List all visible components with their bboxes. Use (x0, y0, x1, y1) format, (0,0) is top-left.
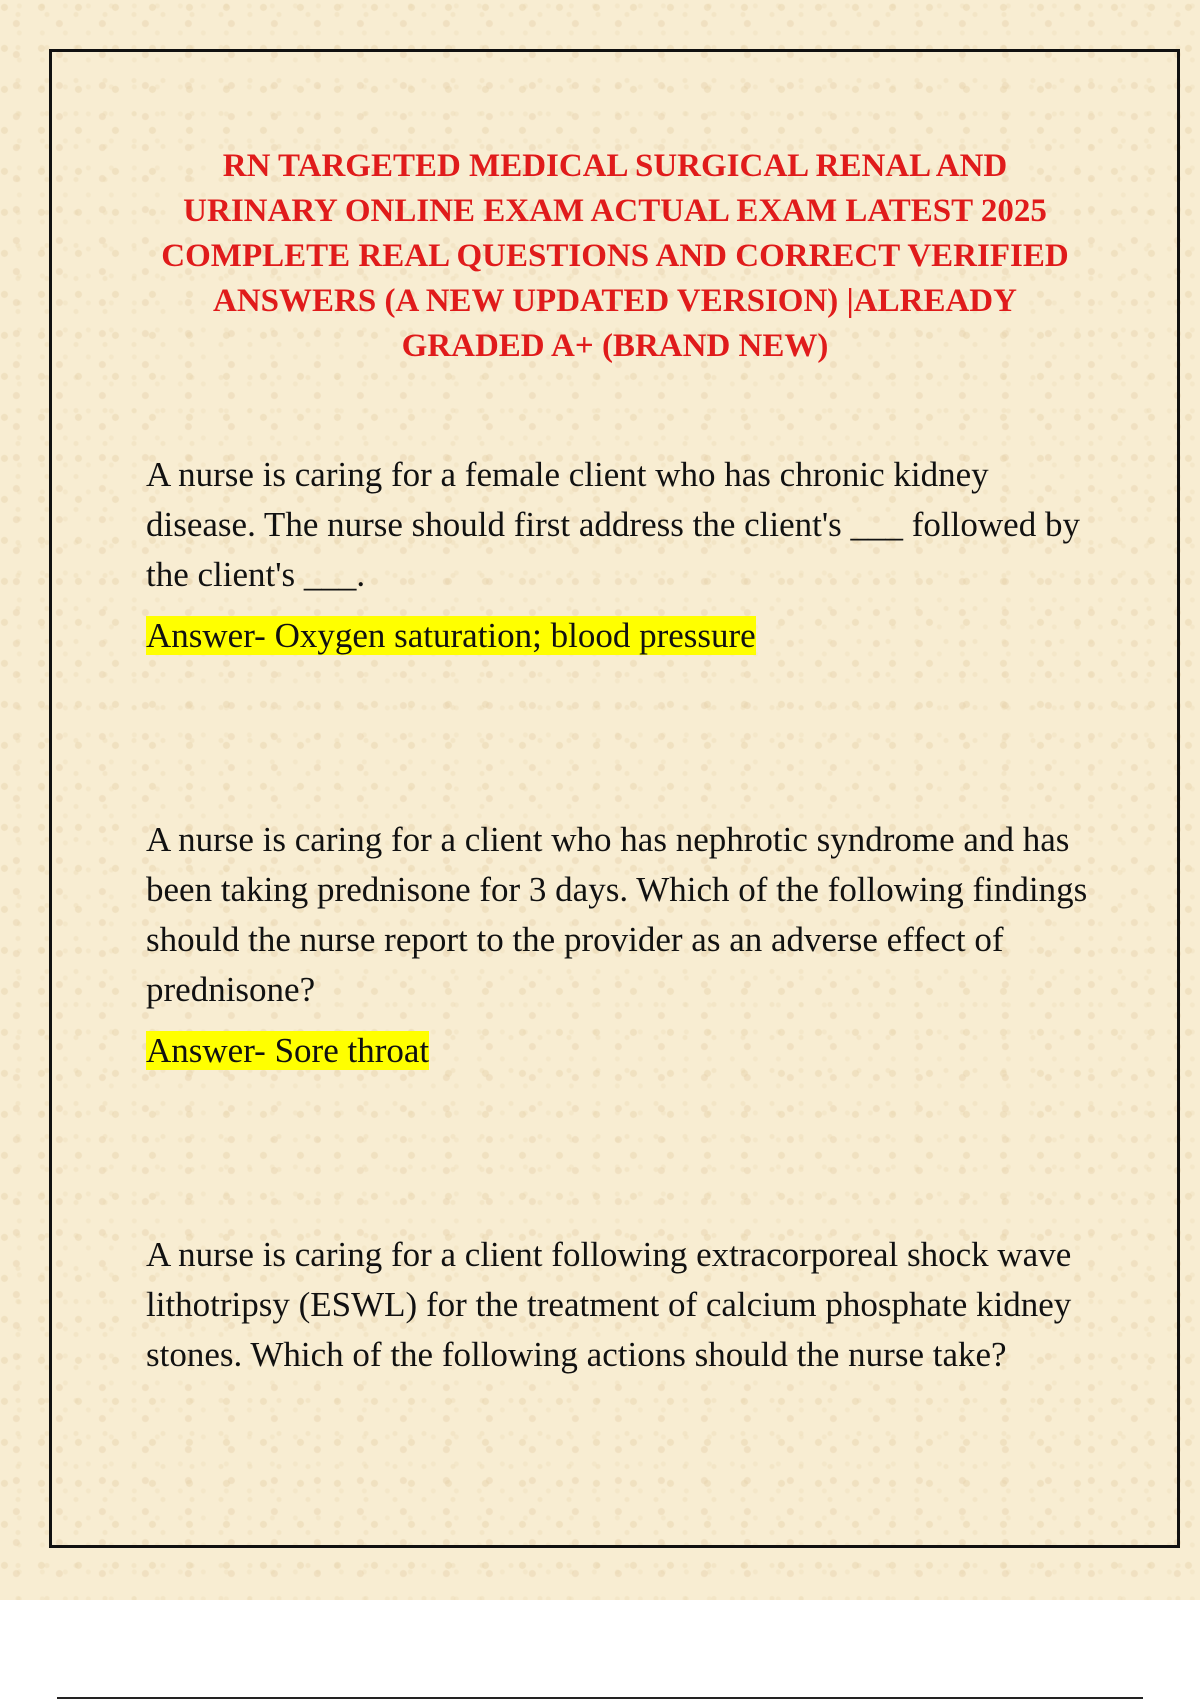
page-divider (57, 1697, 1143, 1699)
answer-highlight: Answer- Sore throat (146, 1031, 430, 1070)
answer-text (146, 614, 1096, 658)
question-text: A nurse is caring for a client who has nephrotic syndrome and has been taking prednisone for 3 days. Which of the following findings should the nurse report to the provider as an adverse effect of prednisone? (146, 820, 1088, 1009)
answer-highlight: Answer- Oxygen saturation; blood pressure (146, 616, 756, 655)
qa-item-2 (146, 815, 1096, 1073)
question-text: A nurse is caring for a client following extracorporeal shock wave lithotripsy (ESWL) for the treatment of calcium phosphate kidney stones. Which of the following actions should the nurse take? (146, 1235, 1072, 1374)
qa-item-3 (146, 1230, 1096, 1380)
answer-text (146, 1029, 1096, 1073)
qa-item-1 (146, 450, 1096, 658)
document-title: RN TARGETED MEDICAL SURGICAL RENAL AND URINARY ONLINE EXAM ACTUAL EXAM LATEST 2025 COMPLETE REAL QUESTIONS AND CORRECT VERIFIED ANSWERS (A NEW UPDATED VERSION) |ALREADY GRADED A+ (BRAND NEW) (161, 148, 1069, 364)
question-text: A nurse is caring for a female client who has chronic kidney disease. The nurse should first address the client's ___ followed by the client's ___. (146, 455, 1080, 594)
